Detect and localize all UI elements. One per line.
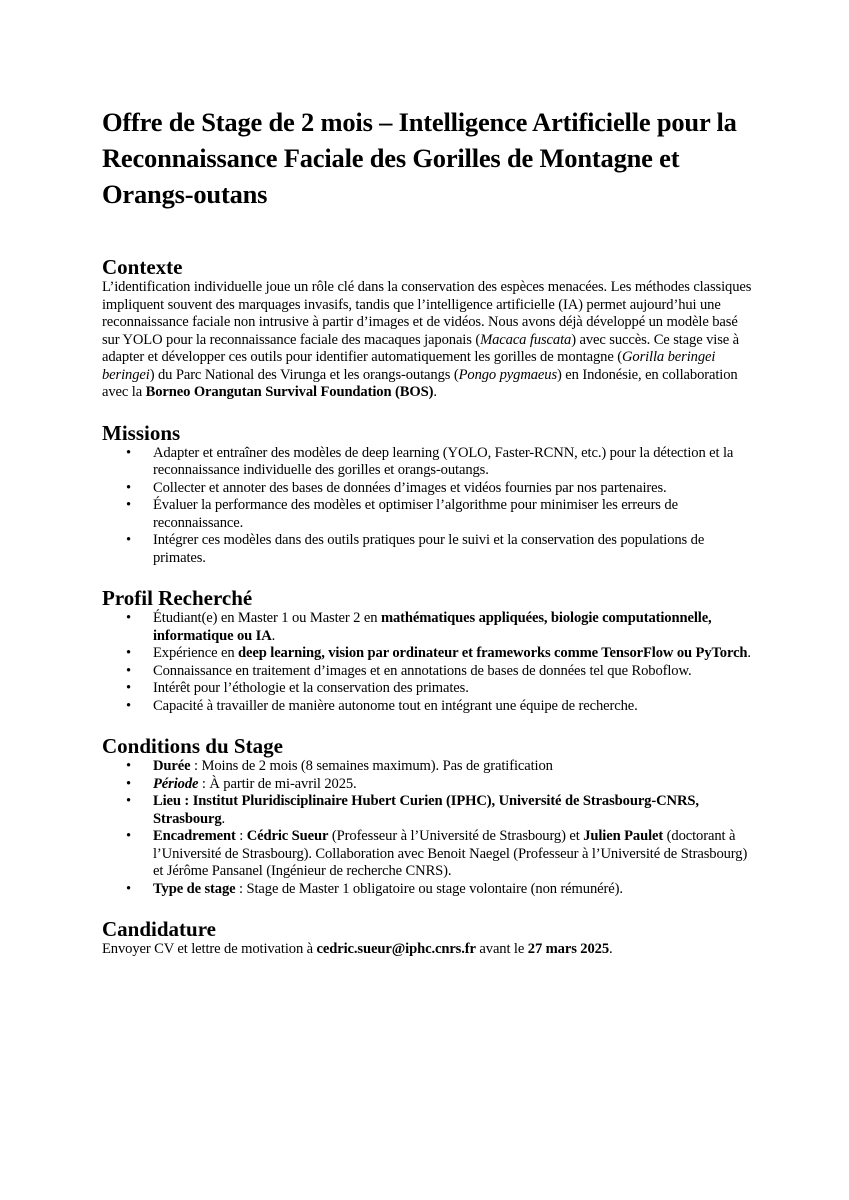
heading-profil: Profil Recherché	[102, 586, 253, 610]
bullet-icon: •	[126, 828, 131, 844]
list-item	[102, 480, 752, 498]
list-item	[102, 610, 752, 645]
contexte-text-3: ) du Parc National des Virunga et les orangs-outangs (	[149, 366, 459, 383]
contexte-text-5: .	[433, 384, 437, 400]
heading-contexte: Contexte	[102, 255, 183, 279]
conditions-list	[102, 758, 752, 898]
candidature-text: avant le	[475, 941, 528, 957]
supervisor-name: Cédric Sueur	[246, 828, 329, 844]
bullet-icon: •	[126, 479, 131, 496]
list-item	[102, 828, 752, 881]
profil-bold: mathématiques appliquées, biologie computationnelle, informatique ou IA	[153, 610, 712, 644]
section-missions	[102, 421, 752, 568]
supervisor-name: Julien Paulet	[583, 828, 664, 844]
section-profil	[102, 586, 752, 715]
contexte-paragraph	[102, 279, 752, 402]
contexte-text-4: ) en Indonésie, en collaboration avec la	[102, 366, 738, 400]
bullet-icon: •	[126, 680, 131, 696]
contexte-text-2: ) avec succès. Ce stage vise à adapter et développer ces outils pour identifier automatiquement les gorilles de montagne (	[102, 331, 740, 365]
missions-list	[102, 445, 752, 568]
type-label: Type de stage	[153, 880, 236, 897]
bullet-icon: •	[126, 610, 131, 626]
profil-text: Étudiant(e) en Master 1 ou Master 2 en	[153, 610, 381, 626]
list-item	[102, 680, 752, 698]
list-item	[102, 698, 752, 716]
species-macaca: Macaca fuscata	[480, 331, 572, 348]
type-value: : Stage de Master 1 obligatoire ou stage volontaire (non rémunéré).	[235, 880, 623, 897]
contact-email: cedric.sueur@iphc.cnrs.fr	[316, 941, 476, 957]
duree-label: Durée	[153, 758, 191, 774]
list-item	[102, 776, 752, 794]
mission-text: Collecter et annoter des bases de données d’images et vidéos fournies par nos partenaires.	[153, 479, 667, 496]
section-conditions	[102, 734, 752, 898]
bullet-icon: •	[126, 662, 131, 679]
heading-missions: Missions	[102, 420, 181, 445]
bullet-icon: •	[126, 497, 131, 513]
bullet-icon: •	[126, 758, 131, 774]
bullet-icon: •	[126, 880, 131, 897]
heading-conditions: Conditions du Stage	[102, 734, 283, 758]
document-page	[102, 104, 752, 959]
profil-text: .	[271, 627, 276, 644]
bullet-icon: •	[126, 775, 131, 792]
periode-label: Période	[153, 775, 199, 792]
profil-text: Intérêt pour l’éthologie et la conservation des primates.	[153, 680, 469, 696]
bullet-icon: •	[126, 793, 131, 809]
profil-text: .	[747, 645, 751, 661]
duree-value: : Moins de 2 mois (8 semaines maximum). Pas de gratification	[190, 758, 553, 774]
encadrement-label: Encadrement	[153, 828, 236, 844]
list-item	[102, 497, 752, 532]
profil-list	[102, 610, 752, 715]
mission-text: Adapter et entraîner des modèles de deep learning (YOLO, Faster-RCNN, etc.) pour la détection et la reconnaissance individuelle des gorilles et orangs-outangs.	[153, 444, 734, 478]
heading-candidature: Candidature	[102, 917, 216, 941]
list-item	[102, 645, 752, 663]
mission-text: Intégrer ces modèles dans des outils pratiques pour le suivi et la conservation des populations de primates.	[153, 532, 705, 566]
list-item	[102, 881, 752, 899]
profil-text: Capacité à travailler de manière autonome tout en intégrant une équipe de recherche.	[153, 697, 638, 714]
periode-value: : À partir de mi-avril 2025.	[198, 775, 357, 792]
bullet-icon: •	[126, 697, 131, 714]
profil-text: Expérience en	[153, 645, 239, 661]
mission-text: Évaluer la performance des modèles et optimiser l’algorithme pour minimiser les erreurs de reconnaissance.	[153, 497, 678, 531]
bullet-icon: •	[126, 444, 131, 461]
contexte-text-1: L’identification individuelle joue un rôle clé dans la conservation des espèces menacées. Les méthodes classiques impliquent souvent des marquages invasifs, tandis que l’intelligence artificielle (IA) permet aujourd’hui une reconnaissance faciale non intrusive à partir d’images et de vidéos. Nous avons déjà développé un modèle basé sur YOLO pour la reconnaissance faciale des macaques japonais (	[102, 279, 752, 348]
lieu-value: .	[221, 810, 226, 827]
list-item	[102, 445, 752, 480]
candidature-paragraph	[102, 941, 752, 959]
profil-bold: deep learning, vision par ordinateur et frameworks comme TensorFlow ou PyTorch	[238, 645, 748, 661]
section-candidature	[102, 917, 752, 959]
deadline-date: 27 mars 2025	[527, 941, 610, 957]
species-gorilla: Gorilla beringei beringei	[102, 349, 716, 383]
encadrement-text: :	[235, 828, 247, 844]
encadrement-text: (Professeur à l’Université de Strasbourg) et	[328, 828, 584, 844]
list-item	[102, 663, 752, 681]
bos-foundation: Borneo Orangutan Survival Foundation (BOS)	[145, 384, 434, 400]
candidature-text: Envoyer CV et lettre de motivation à	[102, 941, 317, 957]
encadrement-text: (doctorant à l’Université de Strasbourg). Collaboration avec Benoit Naegel (Professeur à l’Université de Strasbourg) et Jérôme Pansanel (Ingénieur de recherche CNRS).	[153, 828, 748, 879]
list-item	[102, 758, 752, 776]
candidature-text: .	[609, 941, 613, 957]
profil-text: Connaissance en traitement d’images et en annotations de bases de données tel que Roboflow.	[153, 662, 692, 679]
bullet-icon: •	[126, 645, 131, 661]
list-item	[102, 532, 752, 567]
bullet-icon: •	[126, 532, 131, 548]
section-contexte	[102, 255, 752, 402]
species-pongo: Pongo pygmaeus	[458, 366, 558, 383]
list-item	[102, 793, 752, 828]
lieu-label: Lieu : Institut Pluridisciplinaire Hubert Curien (IPHC), Université de Strasbourg-CNRS, Strasbourg	[153, 793, 699, 827]
page-title: Offre de Stage de 2 mois – Intelligence Artificielle pour la Reconnaissance Faciale des Gorilles de Montagne et Orangs-outans	[102, 107, 737, 209]
